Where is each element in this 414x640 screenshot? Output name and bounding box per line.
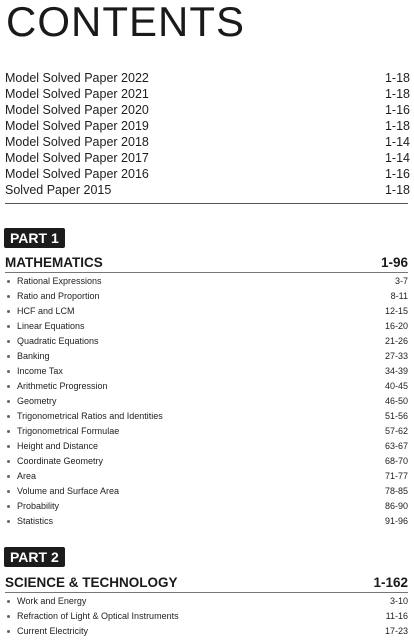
topic-pages: 91-96 [384,516,408,526]
list-item [5,334,408,349]
paper-label: Model Solved Paper 2018 [5,135,149,149]
topic-pages: 34-39 [384,366,408,376]
bullet-icon [7,430,10,433]
topic-label: Quadratic Equations [17,336,99,346]
list-item [5,349,408,364]
list-item [5,150,410,166]
topic-pages: 3-10 [389,596,408,606]
bullet-icon [7,280,10,283]
bullet-icon [7,490,10,493]
list-item [5,182,410,198]
paper-label: Model Solved Paper 2020 [5,103,149,117]
section-pages: 1-162 [373,575,408,590]
list-item [5,70,410,86]
paper-label: Model Solved Paper 2017 [5,151,149,165]
topic-pages: 46-50 [384,396,408,406]
solved-papers-list [5,70,410,198]
list-item [5,624,408,639]
topic-label: Rational Expressions [17,276,102,286]
section-pages: 1-96 [380,255,408,270]
topic-label: Trigonometrical Ratios and Identities [17,411,163,421]
paper-label: Model Solved Paper 2022 [5,71,149,85]
topic-label: Geometry [17,396,57,406]
paper-label: Model Solved Paper 2019 [5,119,149,133]
list-item [5,304,408,319]
paper-pages: 1-18 [384,71,410,85]
topic-pages: 27-33 [384,351,408,361]
list-item [5,102,410,118]
bullet-icon [7,475,10,478]
list-item [5,319,408,334]
topic-pages: 86-90 [384,501,408,511]
topic-label: Ratio and Proportion [17,291,100,301]
topic-label: Banking [17,351,50,361]
section-title: MATHEMATICS [5,255,103,270]
divider [5,272,408,273]
section-heading-mathematics [5,254,408,272]
science-topics [5,594,408,639]
topic-label: Linear Equations [17,321,85,331]
paper-label: Model Solved Paper 2016 [5,167,149,181]
list-item [5,289,408,304]
list-item [5,409,408,424]
list-item [5,499,408,514]
mathematics-topics [5,274,408,529]
divider [5,592,408,593]
bullet-icon [7,355,10,358]
topic-pages: 11-16 [385,611,408,621]
paper-pages: 1-14 [384,151,410,165]
paper-pages: 1-18 [384,87,410,101]
bullet-icon [7,400,10,403]
topic-pages: 21-26 [384,336,408,346]
list-item [5,86,410,102]
topic-label: Trigonometrical Formulae [17,426,120,436]
part2-badge: PART 2 [4,547,65,567]
list-item [5,118,410,134]
topic-label: Height and Distance [17,441,99,451]
list-item [5,424,408,439]
bullet-icon [7,630,10,633]
topic-label: Statistics [17,516,54,526]
list-item [5,379,408,394]
topic-label: Refraction of Light & Optical Instruments [17,611,179,621]
list-item [5,134,410,150]
list-item [5,469,408,484]
topic-pages: 68-70 [384,456,408,466]
part1-badge: PART 1 [4,228,65,248]
list-item [5,609,408,624]
bullet-icon [7,325,10,328]
list-item [5,454,408,469]
list-item [5,274,408,289]
bullet-icon [7,505,10,508]
section-heading-science-technology [5,574,408,592]
topic-pages: 57-62 [384,426,408,436]
divider [5,203,408,204]
topic-label: Income Tax [17,366,63,376]
paper-label: Solved Paper 2015 [5,183,112,197]
topic-label: Probability [17,501,60,511]
topic-pages: 51-56 [384,411,408,421]
bullet-icon [7,445,10,448]
paper-pages: 1-18 [384,119,410,133]
paper-pages: 1-16 [384,103,410,117]
topic-label: Volume and Surface Area [17,486,120,496]
list-item [5,514,408,529]
bullet-icon [7,370,10,373]
bullet-icon [7,460,10,463]
bullet-icon [7,520,10,523]
topic-label: HCF and LCM [17,306,75,316]
list-item [5,484,408,499]
topic-label: Arithmetic Progression [17,381,108,391]
paper-pages: 1-16 [384,167,410,181]
topic-pages: 40-45 [384,381,408,391]
list-item [5,364,408,379]
bullet-icon [7,295,10,298]
bullet-icon [7,310,10,313]
section-title: SCIENCE & TECHNOLOGY [5,575,178,590]
list-item [5,594,408,609]
topic-pages: 78-85 [384,486,408,496]
bullet-icon [7,615,10,618]
list-item [5,166,410,182]
paper-label: Model Solved Paper 2021 [5,87,149,101]
paper-pages: 1-18 [384,183,410,197]
page-title: CONTENTS [6,0,245,45]
list-item [5,439,408,454]
bullet-icon [7,600,10,603]
topic-pages: 63-67 [384,441,408,451]
topic-pages: 71-77 [384,471,408,481]
topic-label: Area [17,471,37,481]
paper-pages: 1-14 [384,135,410,149]
bullet-icon [7,385,10,388]
topic-label: Coordinate Geometry [17,456,104,466]
bullet-icon [7,415,10,418]
topic-label: Work and Energy [17,596,87,606]
topic-pages: 8-11 [390,291,408,301]
list-item [5,394,408,409]
topic-pages: 12-15 [384,306,408,316]
bullet-icon [7,340,10,343]
topic-pages: 17-23 [384,626,408,636]
topic-label: Current Electricity [17,626,89,636]
topic-pages: 3-7 [394,276,408,286]
topic-pages: 16-20 [384,321,408,331]
